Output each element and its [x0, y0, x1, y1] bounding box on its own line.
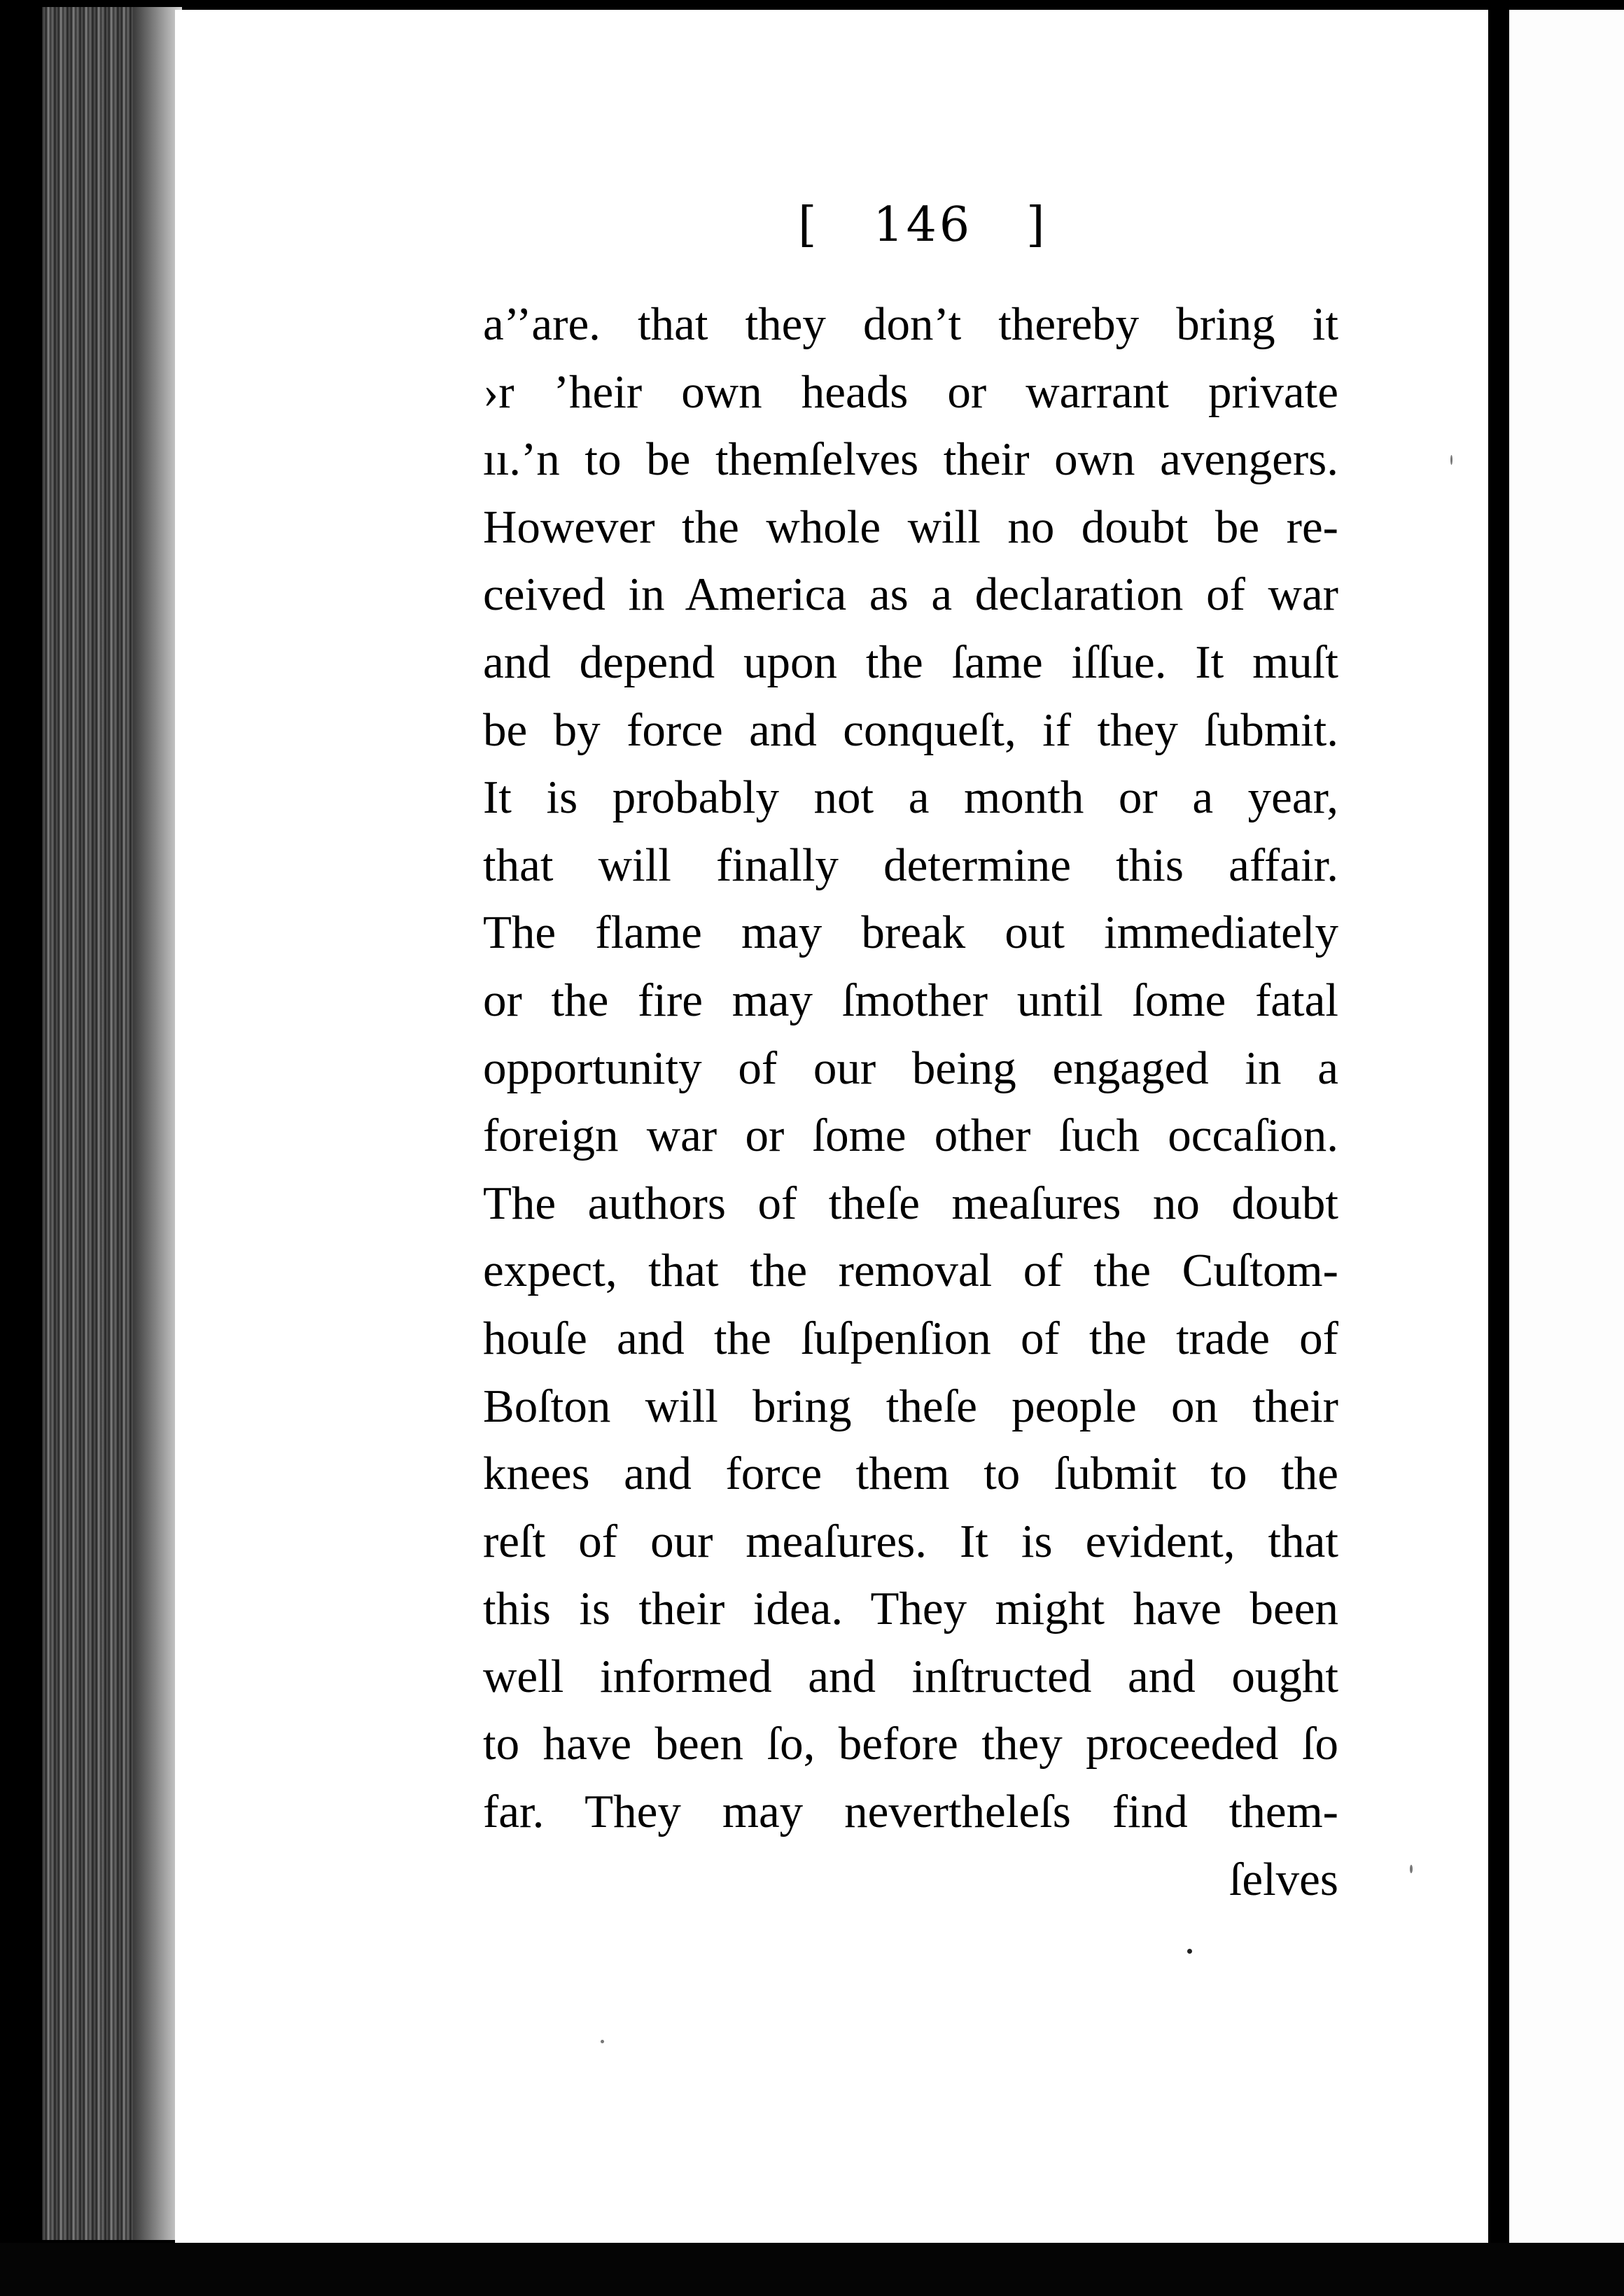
text-line: a’’are. that they don’t thereby bring it — [483, 298, 1338, 350]
text-line: ›r ’heir own heads or warrant private — [483, 365, 1338, 418]
paper-speck — [1450, 455, 1452, 465]
paper-speck — [601, 2040, 604, 2043]
text-line: to have been ſo, before they proceeded ſo — [483, 1718, 1338, 1770]
text-line: foreign war or ſome other ſuch occaſion. — [483, 1110, 1338, 1162]
text-line: The authors of theſe meaſures no doubt — [483, 1177, 1338, 1229]
text-line: It is probably not a month or a year, — [483, 771, 1338, 824]
text-line: However the whole will no doubt be re- — [483, 500, 1338, 553]
text-line: be by force and conqueſt, if they ſubmit. — [483, 704, 1338, 756]
text-line: Boſton will bring theſe people on their — [483, 1380, 1338, 1432]
book-page-edges — [42, 7, 182, 2240]
text-line: and depend upon the ſame iſſue. It muſt — [483, 636, 1338, 688]
text-line: this is their idea. They might have been — [483, 1583, 1338, 1635]
text-line: expect, that the removal of the Cuſtom- — [483, 1245, 1338, 1297]
text-line: opportunity of our being engaged in a — [483, 1042, 1338, 1094]
scan-border — [0, 2243, 1624, 2296]
body-text — [483, 290, 1338, 1913]
paper-speck — [1187, 1949, 1192, 1954]
text-line: that will finally determine this affair. — [483, 839, 1338, 891]
text-line: knees and force them to ſubmit to the — [483, 1448, 1338, 1500]
text-line: houſe and the ſuſpenſion of the trade of — [483, 1312, 1338, 1364]
catchword: ſelves — [1228, 1853, 1338, 1905]
text-line: well informed and inſtructed and ought — [483, 1650, 1338, 1702]
text-line: or the fire may ſmother until ſome fatal — [483, 974, 1338, 1026]
facing-page — [1509, 10, 1624, 2243]
text-line: ıı.’n to be themſelves their own avengers. — [483, 433, 1338, 486]
page-number: [ 146 ] — [798, 197, 1048, 253]
paper-speck — [1410, 1865, 1413, 1873]
text-line: The flame may break out immediately — [483, 906, 1338, 959]
text-line: reſt of our meaſures. It is evident, that — [483, 1515, 1338, 1567]
text-line: ceived in America as a declaration of war — [483, 568, 1338, 621]
gutter — [1488, 0, 1509, 2296]
text-line: far. They may nevertheleſs find them- — [483, 1786, 1338, 1838]
